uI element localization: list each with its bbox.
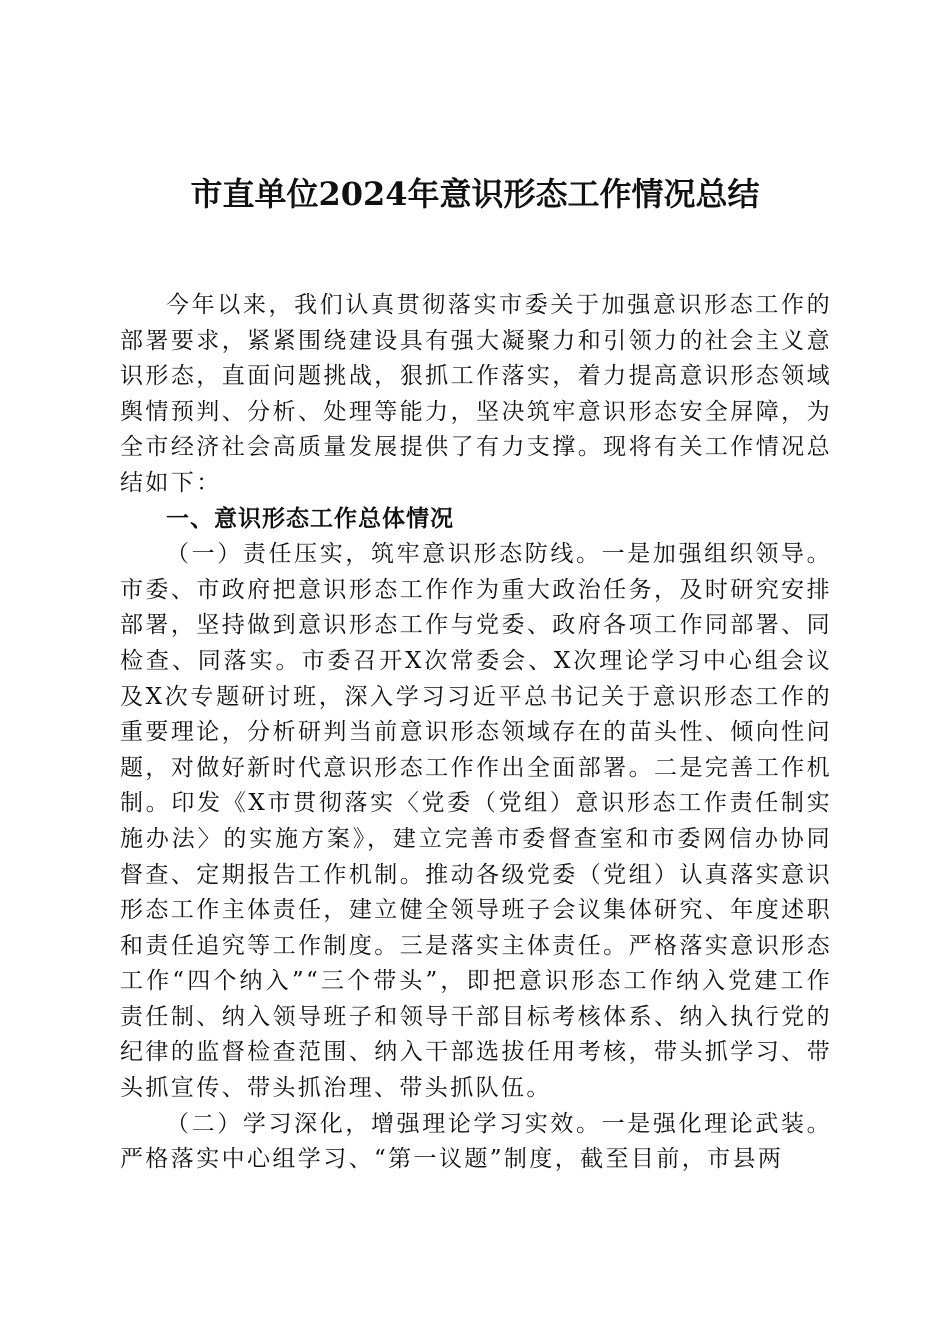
document-title: 市直单位2024年意识形态工作情况总结 <box>190 175 760 213</box>
section-heading: 一、意识形态工作总体情况 <box>166 505 454 532</box>
paragraph-responsibility: （一）责任压实，筑牢意识形态防线。一是加强组织领导。市委、市政府把意识形态工作作为重大政治任务，及时研究安排部署，坚持做到意识形态工作与党委、政府各项工作同部署、同检查、同落实。市委召开X次常委会、X次理论学习中心组会议及X次专题研讨班，深入学习习近平总书记关于意识形态工作的重要理论，分析研判当前意识形态领域存在的苗头性、倾向性问题，对做好新时代意识形态工作作出全面部署。二是完善工作机制。印发《X市贯彻落实〈党委（党组）意识形态工作责任制实施办法〉的实施方案》，建立完善市委督查室和市委网信办协同督查、定期报告工作机制。推动各级党委（党组）认真落实意识形态工作主体责任，建立健全领导班子会议集体研究、年度述职和责任追究等工作制度。三是落实主体责任。严格落实意识形态工作“四个纳入”“三个带头”，即把意识形态工作纳入党建工作责任制、纳入领导班子和领导干部目标考核体系、纳入执行党的纪律的监督检查范围、纳入干部选拔任用考核，带头抓学习、带头抓宣传、带头抓治理、带头抓队伍。 <box>120 541 832 1102</box>
paragraph-study: （二）学习深化，增强理论学习实效。一是强化理论武装。严格落实中心组学习、“第一议题”制度，截至目前，市县两 <box>120 1110 832 1173</box>
document-body <box>120 288 832 1178</box>
intro-paragraph: 今年以来，我们认真贯彻落实市委关于加强意识形态工作的部署要求，紧紧围绕建设具有强大凝聚力和引领力的社会主义意识形态，直面问题挑战，狠抓工作落实，着力提高意识形态领域舆情预判、分析、处理等能力，坚决筑牢意识形态安全屏障，为全市经济社会高质量发展提供了有力支撑。现将有关工作情况总结如下： <box>120 292 832 496</box>
